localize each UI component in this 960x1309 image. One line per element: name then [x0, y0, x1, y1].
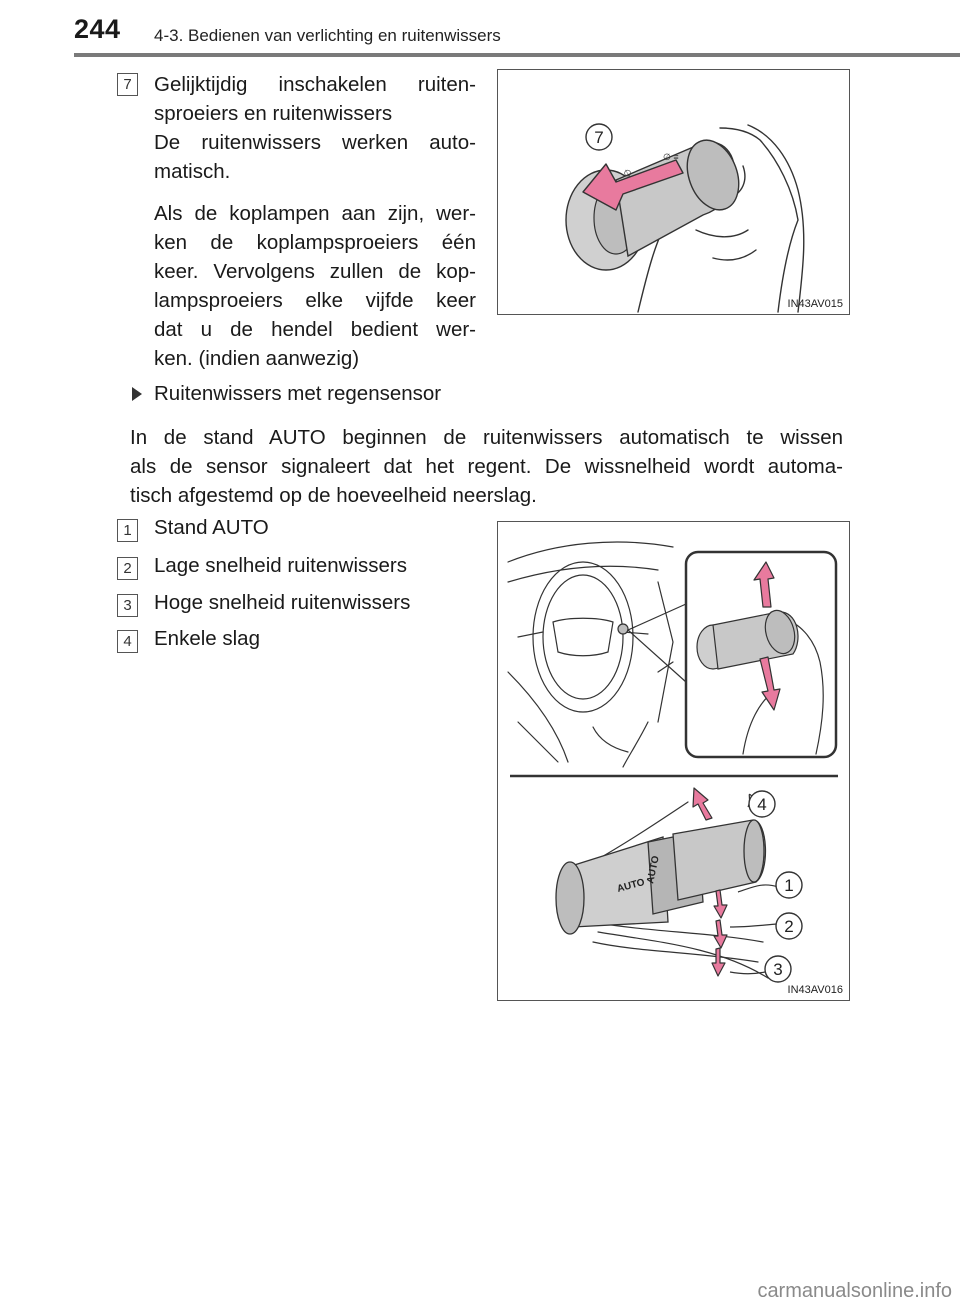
- text-line: De ruitenwissers werken auto-: [154, 131, 476, 154]
- item-7-text: [154, 70, 476, 373]
- rain-sensor-paragraph: [130, 423, 843, 510]
- text-line: ken. (indien aanwezig): [154, 347, 360, 370]
- list-badge-4: 4: [117, 630, 138, 653]
- text-line: In de stand AUTO beginnen de ruitenwissers automatisch te wissen: [130, 426, 843, 449]
- figure-code: IN43AV015: [787, 298, 843, 310]
- lever-auto-label-ring: AUTO: [645, 854, 662, 885]
- item-7-note: [154, 199, 476, 373]
- header-rule: [74, 53, 960, 57]
- high-speed-arrow-icon: [712, 948, 725, 976]
- item-badge-7: 7: [117, 73, 138, 96]
- watermark: carmanualsonline.info: [757, 1280, 952, 1302]
- list-badge-1: 1: [117, 519, 138, 542]
- callout-7: 7: [594, 128, 604, 147]
- text-line: dat u de hendel bedient wer-: [154, 318, 476, 341]
- callout-4: 4: [757, 795, 767, 814]
- low-speed-arrow-icon: [714, 920, 727, 948]
- text-line: Als de koplampen aan zijn, wer-: [154, 202, 476, 225]
- text-line: ken de koplampsproeiers één: [154, 231, 476, 254]
- text-line: lampsproeiers elke vijfde keer: [154, 289, 476, 312]
- lever-pull-illustration: [498, 70, 849, 314]
- figure-rain-sensor-lever: [497, 521, 850, 1001]
- subsection-heading-text: Ruitenwissers met regensensor: [154, 382, 442, 405]
- callout-1: 1: [784, 876, 794, 895]
- callout-2: 2: [784, 917, 794, 936]
- text-line: keer. Vervolgens zullen de kop-: [154, 260, 476, 283]
- list-item-low-speed: Lage snelheid ruitenwissers: [154, 554, 407, 577]
- section-title: 4-3. Bedienen van verlichting en ruitenwissers: [154, 26, 501, 45]
- triangle-bullet-icon: [132, 387, 142, 401]
- list-item-single-stroke: Enkele slag: [154, 627, 260, 650]
- subsection-heading: [132, 382, 441, 406]
- lever-positions-illustration: [498, 522, 849, 1000]
- figure-code: IN43AV016: [787, 984, 843, 996]
- text-line: als de sensor signaleert dat het regent. De wissnelheid wordt automa-: [130, 455, 843, 478]
- item-7-title: [154, 70, 476, 186]
- list-badge-2: 2: [117, 557, 138, 580]
- figure-washer-lever: [497, 69, 850, 315]
- svg-text:∅ ≡: ∅ ≡: [663, 152, 679, 162]
- list-item-high-speed: Hoge snelheid ruitenwissers: [154, 591, 411, 614]
- lever-auto-label: AUTO: [615, 876, 646, 895]
- single-stroke-arrow-icon: [693, 788, 712, 820]
- auto-arrow-icon: [714, 890, 727, 918]
- text-line: matisch.: [154, 160, 231, 183]
- callout-3: 3: [773, 960, 783, 979]
- text-line: tisch afgestemd op de hoeveelheid neerslag.: [130, 484, 537, 507]
- list-item-auto: Stand AUTO: [154, 516, 269, 539]
- text-line: Gelijktijdig inschakelen ruiten-: [154, 73, 476, 96]
- text-line: sproeiers en ruitenwissers: [154, 102, 393, 125]
- page-number: 244: [74, 14, 121, 44]
- list-badge-3: 3: [117, 594, 138, 617]
